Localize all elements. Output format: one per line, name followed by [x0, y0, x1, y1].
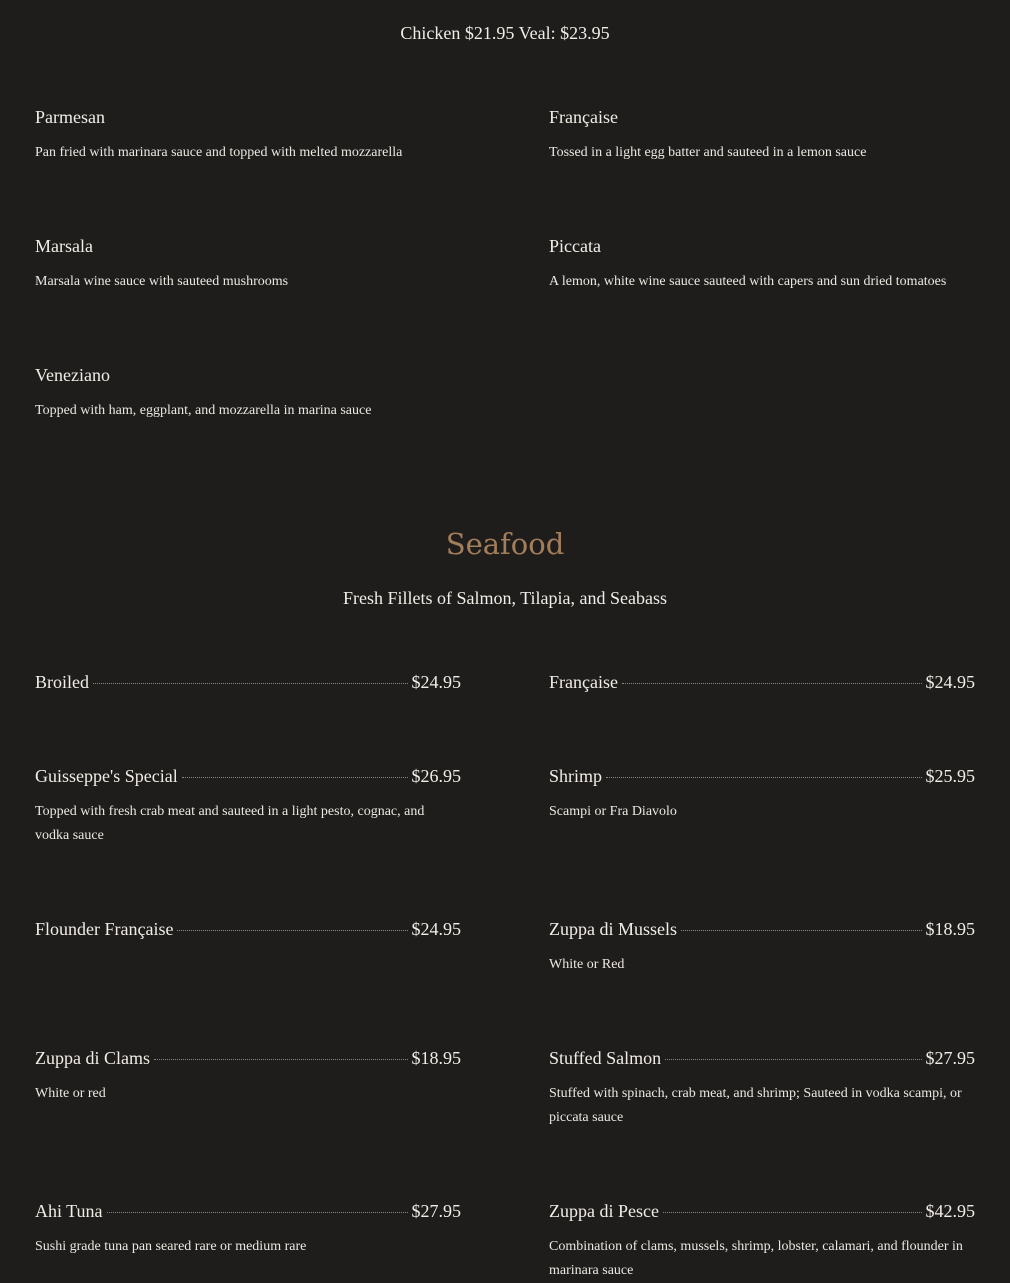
menu-item-zuppa-di-pesce [549, 1199, 975, 1283]
item-description: Pan fried with marinara sauce and topped with melted mozzarella [35, 145, 403, 160]
dot-leader [681, 930, 922, 931]
dot-leader [154, 1059, 408, 1060]
dot-leader [107, 1212, 408, 1213]
item-description: Sushi grade tuna pan seared rare or medium rare [35, 1239, 307, 1254]
item-name: Veneziano [35, 365, 110, 385]
item-description: Scampi or Fra Diavolo [549, 804, 677, 819]
menu-item-broiled [35, 670, 461, 694]
menu-item-stuffed-salmon [549, 1046, 975, 1130]
item-price: $25.95 [925, 766, 975, 786]
item-price: $18.95 [925, 919, 975, 939]
dot-leader [177, 930, 407, 931]
item-name: Guisseppe's Special [35, 766, 178, 786]
menu-item-veneziano [35, 363, 461, 423]
item-price: $42.95 [925, 1201, 975, 1221]
seafood-subtitle: Fresh Fillets of Salmon, Tilapia, and Seabass [343, 588, 667, 608]
item-price: $24.95 [411, 672, 461, 692]
menu-item-seafood-francaise [549, 670, 975, 694]
item-name: Française [549, 672, 618, 692]
item-description: White or red [35, 1086, 106, 1101]
item-price: $26.95 [411, 766, 461, 786]
item-name: Shrimp [549, 766, 603, 786]
item-name: Zuppa di Pesce [549, 1201, 659, 1221]
section-title-seafood: Seafood [445, 527, 565, 561]
item-description: Topped with ham, eggplant, and mozzarella in marina sauce [35, 403, 372, 418]
item-description: White or Red [549, 957, 625, 972]
veal-chicken-price-line: Chicken $21.95 Veal: $23.95 [400, 23, 610, 43]
item-name: Ahi Tuna [35, 1201, 103, 1221]
menu-item-parmesan [35, 105, 461, 165]
menu-item-piccata [549, 234, 975, 294]
menu-item-francaise [549, 105, 975, 165]
dot-leader [622, 683, 922, 684]
item-name: Marsala [35, 236, 93, 256]
menu-item-guisseppes-special [35, 764, 461, 848]
dot-leader [93, 683, 408, 684]
item-price: $24.95 [925, 672, 975, 692]
item-description: Tossed in a light egg batter and sauteed in a lemon sauce [549, 145, 867, 160]
item-name: Piccata [549, 236, 601, 256]
item-name: Zuppa di Mussels [549, 919, 677, 939]
item-description: Topped with fresh crab meat and sauteed in a light pesto, cognac, and vodka sauce [35, 804, 425, 843]
item-price: $27.95 [925, 1048, 975, 1068]
dot-leader [606, 777, 921, 778]
item-name: Broiled [35, 672, 89, 692]
item-description: Stuffed with spinach, crab meat, and shrimp; Sauteed in vodka scampi, or piccata sauce [549, 1086, 962, 1125]
item-price: $27.95 [411, 1201, 461, 1221]
dot-leader [182, 777, 408, 778]
item-name: Flounder Française [35, 919, 174, 939]
menu-item-zuppa-di-mussels [549, 917, 975, 977]
item-description: A lemon, white wine sauce sauteed with capers and sun dried tomatoes [549, 274, 947, 289]
menu-item-ahi-tuna [35, 1199, 461, 1259]
menu-item-shrimp [549, 764, 975, 824]
dot-leader [665, 1059, 921, 1060]
menu-item-flounder-francaise [35, 917, 461, 941]
dot-leader [663, 1212, 922, 1213]
item-name: Stuffed Salmon [549, 1048, 662, 1068]
item-price: $18.95 [411, 1048, 461, 1068]
item-name: Française [549, 107, 618, 127]
item-name: Parmesan [35, 107, 105, 127]
item-description: Combination of clams, mussels, shrimp, lobster, calamari, and flounder in marinara sauce [549, 1239, 963, 1278]
item-description: Marsala wine sauce with sauteed mushrooms [35, 274, 289, 289]
item-name: Zuppa di Clams [35, 1048, 150, 1068]
item-price: $24.95 [411, 919, 461, 939]
menu-item-marsala [35, 234, 461, 294]
menu-item-zuppa-di-clams [35, 1046, 461, 1106]
